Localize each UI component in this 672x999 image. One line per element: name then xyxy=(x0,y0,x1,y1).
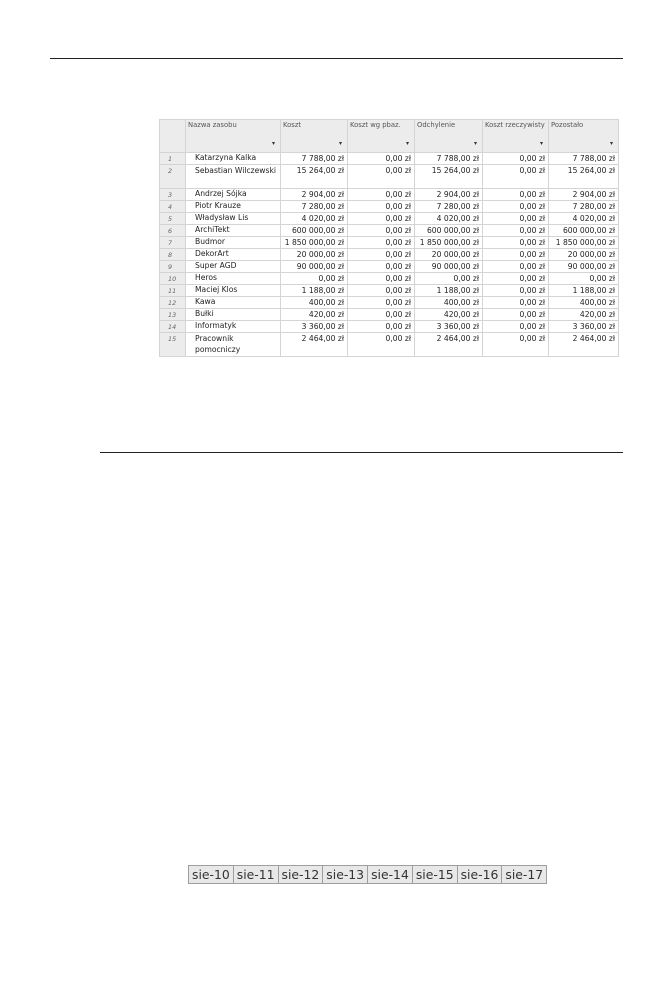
resource-name-cell[interactable]: Pracownik pomocniczy xyxy=(186,333,281,357)
baseline-cost-cell[interactable]: 0,00 zł xyxy=(348,189,415,201)
actual-cost-cell[interactable]: 0,00 zł xyxy=(483,249,549,261)
actual-cost-cell[interactable]: 0,00 zł xyxy=(483,189,549,201)
actual-cost-cell[interactable]: 0,00 zł xyxy=(483,261,549,273)
remaining-cost-cell[interactable]: 2 464,00 zł xyxy=(549,333,619,357)
remaining-cost-cell[interactable]: 1 850 000,00 zł xyxy=(549,237,619,249)
actual-cost-cell[interactable]: 0,00 zł xyxy=(483,285,549,297)
column-header-label: Koszt wg pbaz. xyxy=(350,121,401,129)
date-cell: sie-15 xyxy=(412,866,457,884)
remaining-cost-cell[interactable]: 400,00 zł xyxy=(549,297,619,309)
dropdown-arrow-icon[interactable]: ▾ xyxy=(338,140,342,147)
cost-cell[interactable]: 2 904,00 zł xyxy=(281,189,348,201)
remaining-cost-cell[interactable]: 0,00 zł xyxy=(549,273,619,285)
variance-cell[interactable]: 20 000,00 zł xyxy=(415,249,483,261)
table-row[interactable] xyxy=(160,213,619,225)
column-header[interactable] xyxy=(549,120,619,153)
variance-cell[interactable]: 15 264,00 zł xyxy=(415,165,483,189)
row-number[interactable]: 1 xyxy=(160,153,186,165)
cost-cell[interactable]: 15 264,00 zł xyxy=(281,165,348,189)
row-number[interactable]: 15 xyxy=(160,333,186,357)
remaining-cost-cell[interactable]: 600 000,00 zł xyxy=(549,225,619,237)
baseline-cost-cell[interactable]: 0,00 zł xyxy=(348,165,415,189)
date-cell: sie-10 xyxy=(189,866,234,884)
remaining-cost-cell[interactable]: 3 360,00 zł xyxy=(549,321,619,333)
dropdown-arrow-icon[interactable]: ▾ xyxy=(609,140,613,147)
table-row[interactable] xyxy=(160,165,619,189)
row-number[interactable]: 3 xyxy=(160,189,186,201)
cost-cell[interactable]: 2 464,00 zł xyxy=(281,333,348,357)
variance-cell[interactable]: 1 188,00 zł xyxy=(415,285,483,297)
actual-cost-cell[interactable]: 0,00 zł xyxy=(483,321,549,333)
resource-name-cell[interactable]: Władysław Lis xyxy=(186,213,281,225)
table-row[interactable] xyxy=(160,321,619,333)
actual-cost-cell[interactable]: 0,00 zł xyxy=(483,309,549,321)
row-number[interactable]: 12 xyxy=(160,297,186,309)
date-cell: sie-11 xyxy=(233,866,278,884)
remaining-cost-cell[interactable]: 7 788,00 zł xyxy=(549,153,619,165)
baseline-cost-cell[interactable]: 0,00 zł xyxy=(348,261,415,273)
variance-cell[interactable]: 4 020,00 zł xyxy=(415,213,483,225)
row-number[interactable]: 9 xyxy=(160,261,186,273)
top-horizontal-rule xyxy=(50,58,623,59)
date-cell: sie-13 xyxy=(323,866,368,884)
remaining-cost-cell[interactable]: 15 264,00 zł xyxy=(549,165,619,189)
date-cell: sie-14 xyxy=(368,866,413,884)
column-header-label: Koszt xyxy=(283,121,302,129)
column-header[interactable] xyxy=(348,120,415,153)
column-header-label: Koszt rzeczywisty xyxy=(485,121,545,129)
variance-cell[interactable]: 7 788,00 zł xyxy=(415,153,483,165)
variance-cell[interactable]: 3 360,00 zł xyxy=(415,321,483,333)
dropdown-arrow-icon[interactable]: ▾ xyxy=(271,140,275,147)
column-header[interactable] xyxy=(186,120,281,153)
column-header[interactable] xyxy=(415,120,483,153)
actual-cost-cell[interactable]: 0,00 zł xyxy=(483,153,549,165)
row-number[interactable]: 4 xyxy=(160,201,186,213)
dropdown-arrow-icon[interactable]: ▾ xyxy=(405,140,409,147)
date-cell: sie-17 xyxy=(502,866,547,884)
table-row[interactable] xyxy=(160,333,619,357)
variance-cell[interactable]: 600 000,00 zł xyxy=(415,225,483,237)
actual-cost-cell[interactable]: 0,00 zł xyxy=(483,201,549,213)
variance-cell[interactable]: 0,00 zł xyxy=(415,273,483,285)
baseline-cost-cell[interactable]: 0,00 zł xyxy=(348,153,415,165)
table-row[interactable] xyxy=(160,249,619,261)
table-row[interactable] xyxy=(160,237,619,249)
column-header[interactable] xyxy=(281,120,348,153)
remaining-cost-cell[interactable]: 1 188,00 zł xyxy=(549,285,619,297)
baseline-cost-cell[interactable]: 0,00 zł xyxy=(348,213,415,225)
cost-cell[interactable]: 7 788,00 zł xyxy=(281,153,348,165)
baseline-cost-cell[interactable]: 0,00 zł xyxy=(348,273,415,285)
remaining-cost-cell[interactable]: 7 280,00 zł xyxy=(549,201,619,213)
actual-cost-cell[interactable]: 0,00 zł xyxy=(483,297,549,309)
actual-cost-cell[interactable]: 0,00 zł xyxy=(483,213,549,225)
timeline-date-header xyxy=(188,865,547,884)
table-row[interactable] xyxy=(160,225,619,237)
resource-name-cell[interactable]: Informatyk xyxy=(186,321,281,333)
variance-cell[interactable]: 90 000,00 zł xyxy=(415,261,483,273)
variance-cell[interactable]: 2 904,00 zł xyxy=(415,189,483,201)
resource-name-cell[interactable]: Katarzyna Kalka xyxy=(186,153,281,165)
table-body xyxy=(160,153,619,357)
cost-cell[interactable]: 0,00 zł xyxy=(281,273,348,285)
row-number[interactable]: 11 xyxy=(160,285,186,297)
row-number[interactable]: 6 xyxy=(160,225,186,237)
table-header xyxy=(160,120,619,153)
date-cell: sie-12 xyxy=(278,866,323,884)
baseline-cost-cell[interactable]: 0,00 zł xyxy=(348,309,415,321)
resource-name-cell[interactable]: Piotr Krauze xyxy=(186,201,281,213)
row-number[interactable]: 10 xyxy=(160,273,186,285)
resource-name-cell[interactable]: ArchiTekt xyxy=(186,225,281,237)
table-row[interactable] xyxy=(160,153,619,165)
cost-cell[interactable]: 20 000,00 zł xyxy=(281,249,348,261)
remaining-cost-cell[interactable]: 2 904,00 zł xyxy=(549,189,619,201)
resource-name-cell[interactable]: Kawa xyxy=(186,297,281,309)
remaining-cost-cell[interactable]: 90 000,00 zł xyxy=(549,261,619,273)
column-header-label: Pozostało xyxy=(551,121,584,129)
actual-cost-cell[interactable]: 0,00 zł xyxy=(483,225,549,237)
remaining-cost-cell[interactable]: 4 020,00 zł xyxy=(549,213,619,225)
row-number[interactable]: 14 xyxy=(160,321,186,333)
baseline-cost-cell[interactable]: 0,00 zł xyxy=(348,225,415,237)
table-row[interactable] xyxy=(160,261,619,273)
actual-cost-cell[interactable]: 0,00 zł xyxy=(483,165,549,189)
row-number-header xyxy=(160,120,186,153)
cost-cell[interactable]: 1 850 000,00 zł xyxy=(281,237,348,249)
cost-cell[interactable]: 7 280,00 zł xyxy=(281,201,348,213)
remaining-cost-cell[interactable]: 20 000,00 zł xyxy=(549,249,619,261)
cost-cell[interactable]: 3 360,00 zł xyxy=(281,321,348,333)
table-row[interactable] xyxy=(160,297,619,309)
remaining-cost-cell[interactable]: 420,00 zł xyxy=(549,309,619,321)
resource-name-cell[interactable]: Sebastian Wilczewski xyxy=(186,165,281,189)
row-number[interactable]: 5 xyxy=(160,213,186,225)
cost-cell[interactable]: 1 188,00 zł xyxy=(281,285,348,297)
variance-cell[interactable]: 1 850 000,00 zł xyxy=(415,237,483,249)
baseline-cost-cell[interactable]: 0,00 zł xyxy=(348,285,415,297)
column-header-label: Odchylenie xyxy=(417,121,456,129)
table-row[interactable] xyxy=(160,201,619,213)
actual-cost-cell[interactable]: 0,00 zł xyxy=(483,237,549,249)
resource-name-cell[interactable]: Maciej Klos xyxy=(186,285,281,297)
dropdown-arrow-icon[interactable]: ▾ xyxy=(539,140,543,147)
row-number[interactable]: 7 xyxy=(160,237,186,249)
table-row[interactable] xyxy=(160,285,619,297)
baseline-cost-cell[interactable]: 0,00 zł xyxy=(348,201,415,213)
table-row[interactable] xyxy=(160,309,619,321)
resource-name-cell[interactable]: Heros xyxy=(186,273,281,285)
row-number[interactable]: 13 xyxy=(160,309,186,321)
row-number[interactable]: 2 xyxy=(160,165,186,189)
baseline-cost-cell[interactable]: 0,00 zł xyxy=(348,249,415,261)
baseline-cost-cell[interactable]: 0,00 zł xyxy=(348,297,415,309)
table-row[interactable] xyxy=(160,189,619,201)
variance-cell[interactable]: 2 464,00 zł xyxy=(415,333,483,357)
actual-cost-cell[interactable]: 0,00 zł xyxy=(483,333,549,357)
dropdown-arrow-icon[interactable]: ▾ xyxy=(473,140,477,147)
baseline-cost-cell[interactable]: 0,00 zł xyxy=(348,237,415,249)
actual-cost-cell[interactable]: 0,00 zł xyxy=(483,273,549,285)
resource-name-cell[interactable]: DekorArt xyxy=(186,249,281,261)
table-row[interactable] xyxy=(160,273,619,285)
cost-cell[interactable]: 400,00 zł xyxy=(281,297,348,309)
cost-cell[interactable]: 90 000,00 zł xyxy=(281,261,348,273)
column-header-label: Nazwa zasobu xyxy=(188,121,237,129)
resource-cost-table xyxy=(159,119,619,357)
cost-cell[interactable]: 600 000,00 zł xyxy=(281,225,348,237)
column-header[interactable] xyxy=(483,120,549,153)
resource-name-cell[interactable]: Budmor xyxy=(186,237,281,249)
row-number[interactable]: 8 xyxy=(160,249,186,261)
baseline-cost-cell[interactable]: 0,00 zł xyxy=(348,333,415,357)
variance-cell[interactable]: 400,00 zł xyxy=(415,297,483,309)
resource-name-cell[interactable]: Bułki xyxy=(186,309,281,321)
cost-cell[interactable]: 420,00 zł xyxy=(281,309,348,321)
middle-horizontal-rule xyxy=(100,452,623,453)
date-cell: sie-16 xyxy=(457,866,502,884)
variance-cell[interactable]: 420,00 zł xyxy=(415,309,483,321)
cost-cell[interactable]: 4 020,00 zł xyxy=(281,213,348,225)
variance-cell[interactable]: 7 280,00 zł xyxy=(415,201,483,213)
resource-name-cell[interactable]: Andrzej Sójka xyxy=(186,189,281,201)
baseline-cost-cell[interactable]: 0,00 zł xyxy=(348,321,415,333)
resource-name-cell[interactable]: Super AGD xyxy=(186,261,281,273)
